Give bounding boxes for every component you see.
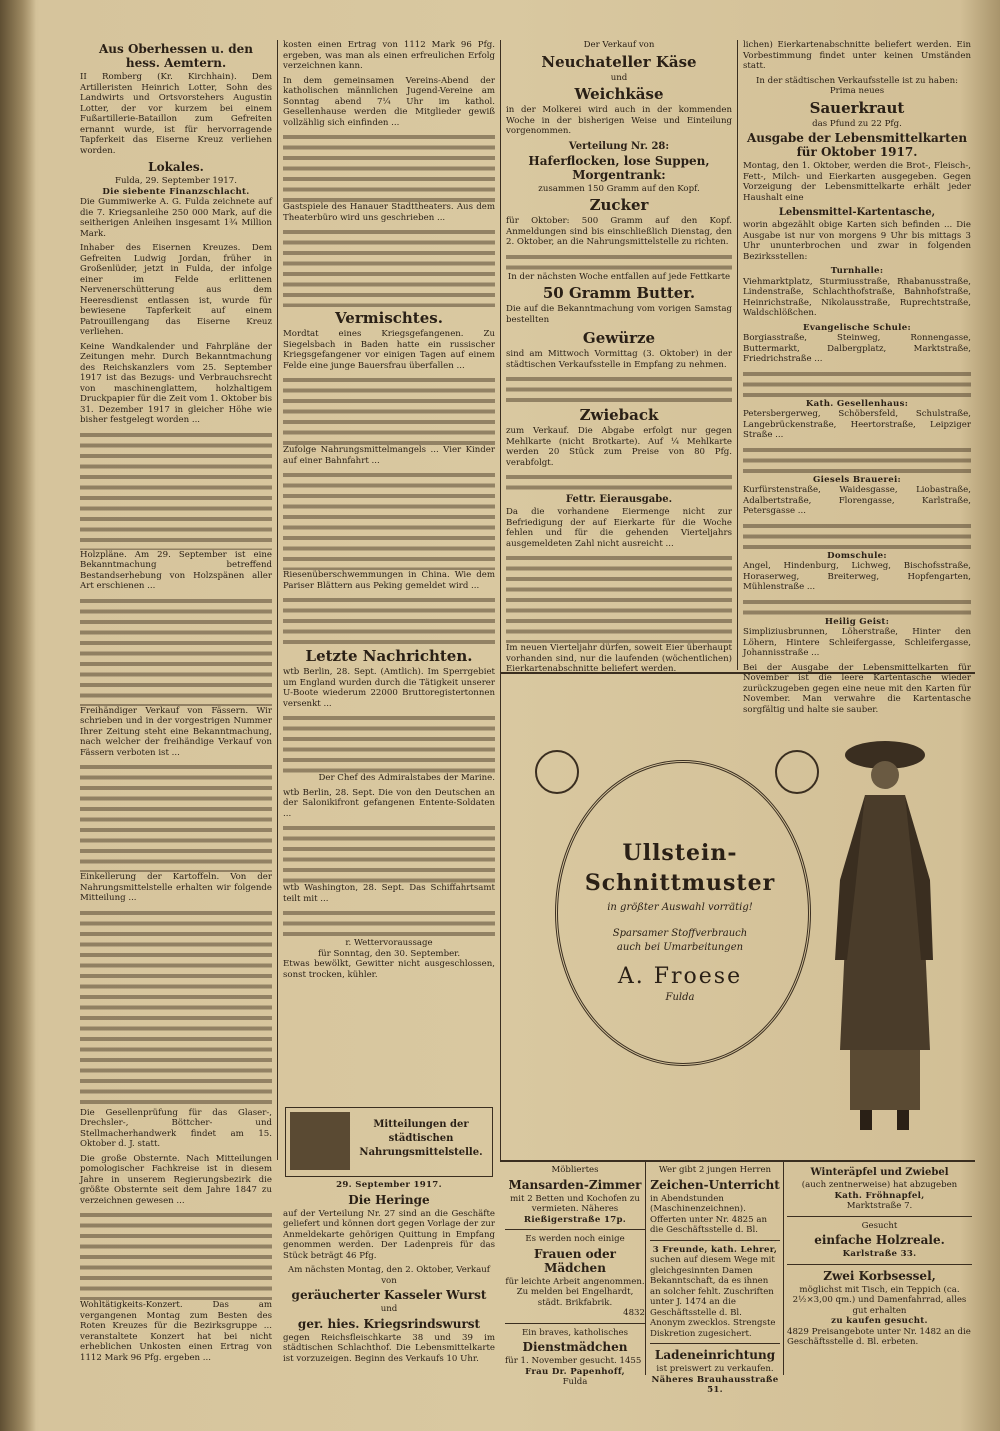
weather-title: r. Wettervoraussage [345,938,433,948]
ad-sessel-text2: zu kaufen gesucht. [831,1316,928,1326]
text-filler [80,762,272,872]
column-4 [743,40,971,715]
ad-mansarden-text: mit 2 Betten und Kochofen zu vermieten. Näheres [510,1193,640,1214]
bezirk-heilig-geist-text: Simpliziusbrunnen, Löherstraße, Hinter den Löhern, Hintere Schleifergasse, Schleifergasse, Johannisstraße ... [743,627,971,658]
weather-text: Etwas bewölkt, Gewitter nicht ausgeschlossen, sonst trocken, kühler. [283,959,495,980]
notice-montag: Am nächsten Montag, den 2. Oktober, Verkauf von [288,1265,490,1286]
verkauf-intro: Der Verkauf von [583,40,655,50]
article-faesser: Freihändiger Verkauf von Fässern. Wir schrieben und in der vorgestrigen Nummer Ihrer Zeitung steht eine Bekanntmachung, nach welcher der freihändige Verkauf von Fässern verboten ist ... [80,705,272,758]
text-filler [80,430,272,550]
article-mordtat: Mordtat eines Kriegsgefangenen. Zu Siegelsbach in Baden hatte ein russischer Kriegsgefangener vor einigen Tagen auf einem Felde eine junge Bauersfrau überfallen ... [283,329,495,371]
box-title: Mitteilungen der städtischen Nahrungsmittelstelle. [359,1119,483,1158]
text-filler [283,227,495,307]
ad-sessel-title: Zwei Korbsessel, [823,1268,936,1283]
ad-aepfel-title: Winteräpfel und Zwiebel [810,1167,949,1178]
ad-dienst-name: Frau Dr. Papenhoff, [525,1366,625,1377]
column-rule-2 [500,40,501,1160]
woman-figure-illustration [805,720,965,1140]
notice-wurst-1: geräucherter Kasseler Wurst [291,1288,487,1302]
ad-mansarden-title: Mansarden-Zimmer [508,1177,642,1192]
prima-neues: Prima neues [829,86,885,96]
title-butter: 50 Gramm Butter. [542,284,696,302]
column-1 [80,40,272,1415]
ad-dienst-city: Fulda [562,1377,588,1387]
title-zwieback: Zwieback [579,406,659,424]
ad-mansarden-addr: Rießigerstraße 17p. [523,1214,627,1225]
article-eisernes-kreuz: Inhaber des Eisernen Kreuzes. Dem Gefreiten Ludwig Jordan, früher in Großenlüder, jetzt in Fulda, der infolge einer im Felde erlittenen Nervenerschütterung aus dem Heeresdienst entlassen ist, wurde für bewiesene Tapferkeit auf einem Patrouillengang das Eiserne Kreuz verliehen. [80,243,272,337]
text-filler [80,1210,272,1300]
ornament-logo [290,1112,350,1170]
column-rule-1 [277,40,278,1160]
zwieback-text: zum Verkauf. Die Abgabe erfolgt nur gegen Mehlkarte (nicht Brotkarte). Auf ¼ Mehlkarte werden 20 Stück zum Preise von 80 Pfg. verabfolgt. [506,426,732,468]
text-filler [743,521,971,551]
article-konzert-cont: kosten einen Ertrag von 1112 Mark 96 Pfg. ergeben, was man als einen erfreulichen Erfolg verzeichnen kann. [283,40,495,71]
text-filler [506,252,732,272]
classifieds-col-1 [505,1165,645,1387]
heading-vermischtes: Vermischtes. [335,309,443,327]
bezirk-brauerei: Giesels Brauerei: [812,474,902,485]
bezirk-turnhalle-text: Viehmarktplatz, Sturmiusstraße, Rhabanusstraße, Lindenstraße, Schlachthofstraße, Bahnhofstraße, Heinrichstraße, Nikolausstraße, Ruprechtstraße, Waldschlößchen. [743,276,971,318]
ad-divider [787,1264,972,1265]
ad-moebliert: Möbliertes [551,1165,599,1175]
heading-letzte-nachrichten: Letzte Nachrichten. [305,647,473,665]
text-filler [283,823,495,883]
karten-november-text: Bei der Ausgabe der Lebensmittelkarten für November ist die leere Kartentasche wieder zurückzugeben gegen eine neue mit den Karten für November. Man verwahre die Kartentasche sorgfältig und halte sie sauber. [743,662,971,715]
ullstein-ad [505,680,975,1155]
text-filler [283,595,495,645]
eier-text: Da die vorhandene Eiermenge nicht zur Befriedigung der auf Eierkarte für die Woche fehlen und für die gehenden Vierteljahrs ausgemeldeten Zahl nicht ausreicht ... [506,507,732,549]
weather-subtitle: für Sonntag, den 30. September. [317,948,461,959]
classified-top-rule [500,1160,975,1162]
article-holzspaene: Holzpläne. Am 29. September ist eine Bekanntmachung betreffend Bestandserhebung von Holzspänen aller Art erschienen ... [80,549,272,591]
article-wandkalender: Keine Wandkalender und Fahrpläne der Zeitungen mehr. Durch Bekanntmachung des Reichskanzlers vom 25. September 1917 ist das Bezugs- und Verbrauchsrecht von maschinenglattem, holzhaltigem Druckpapier für die Zeit vom 1. Oktober bis 31. Dezember 1917 in gleicher Höhe wie bisher festgelegt worden ... [80,341,272,425]
text-filler [743,597,971,617]
text-filler [743,369,971,399]
ad-dienst-text: für 1. November gesucht. 1455 [505,1356,642,1366]
verteilung-items: Haferflocken, lose Suppen, Morgentrank: [528,153,710,182]
bezirk-gesellenhaus: Kath. Gesellenhaus: [805,398,909,409]
section-title-lokales: Lokales. [148,160,204,174]
classified-rule-2 [783,1162,784,1375]
ad-oval-frame [555,760,811,1066]
ad-frauen-num: 4832 [623,1308,645,1318]
ad-aepfel-name: Kath. Fröhnapfel, [834,1190,925,1201]
ad-aepfel-text: (auch zentnerweise) hat abzugeben [801,1180,958,1190]
ad-line-umarbeitung: auch bei Umarbeitungen [616,942,744,953]
article-gummiwerke: Die Gummiwerke A. G. Fulda zeichnete auf die 7. Kriegsanleihe 250 000 Mark, auf die seitherigen Anleihen insgesamt 1¾ Million Mark. [80,197,272,239]
ad-ornament-left [535,750,579,794]
ad-freunde-title: 3 Freunde, kath. Lehrer, [652,1244,778,1255]
gewuerze-text: sind am Mittwoch Vormittag (3. Oktober) in der städtischen Verkaufsstelle in Empfang zu nehmen. [506,349,732,370]
bezirk-turnhalle: Turnhalle: [830,266,884,276]
notice-heringe-text: auf der Verteilung Nr. 27 sind an die Geschäfte geliefert und können dort gegen Vorlage der zur Anmeldekarte gehörigen Quittung in Empfang genommen werden. Der Ladenpreis für das Stück beträgt 46 Pfg. [283,1208,495,1261]
ad-frauen-title: Frauen oder Mädchen [533,1246,617,1275]
ad-holz-pre: Gesucht [861,1220,898,1231]
ad-divider [505,1229,645,1230]
ad-name: A. Froese [617,964,743,989]
ad-laden-addr: Näheres Brauhausstraße 51. [651,1374,779,1395]
karten-text: Montag, den 1. Oktober, werden die Brot-, Fleisch-, Fett-, Milch- und Eierkarten ausgegeben. Gegen Vorzeigung der Lebensmittelkarte erhält jeder Haushalt eine [743,161,971,203]
classifieds-col-2 [650,1165,780,1395]
ad-laden-text: ist preiswert zu verkaufen. [656,1364,774,1374]
dateline: Fulda, 29. September 1917. [115,176,237,186]
butter-line: In der nächsten Woche entfallen auf jede Fettkarte [507,271,731,282]
ad-divider [505,1323,645,1324]
ad-zeichen-pre: Wer gibt 2 jungen Herren [658,1165,772,1175]
kaese-text: in der Molkerei wird auch in der kommenden Woche in der bisherigen Weise und Einteilung vorgenommen. [506,105,732,136]
notice-wurst-text: gegen Reichsfleischkarte 38 und 39 im städtischen Schlachthof. Die Lebensmittelkarte ist vorzuzeigen. Beginn des Verkaufs 10 Uhr. [283,1332,495,1364]
ad-sessel-num: 4829 [787,1326,809,1337]
zucker-text: für Oktober: 500 Gramm auf den Kopf. Anmeldungen sind bis einschließlich Dienstag, den 2. Oktober, an die Nahrungsmittelstelle zu richten. [506,216,732,247]
article-vereinsabend: In dem gemeinsamen Vereins-Abend der katholischen männlichen Jugend-Vereine am Sonntag abend 7¼ Uhr im kathol. Gesellenhause werden die Mitglieder gewiß vollzählig sich einfinden ... [283,75,495,128]
bezirk-ev-schule: Evangelische Schule: [803,322,911,333]
bezirk-ev-schule-text: Borgiasstraße, Steinweg, Ronnengasse, Buttermarkt, Dalbergplatz, Marktstraße, Friedrichstraße ... [743,333,971,364]
text-filler [80,908,272,1108]
ad-line-auswahl: in größter Auswahl vorrätig! [607,902,753,913]
ad-zeichen-title: Zeichen-Unterricht [650,1177,780,1192]
ad-holz-title: einfache Holzreale. [814,1233,945,1247]
article-kartoffeln: Einkellerung der Kartoffeln. Von der Nahrungsmittelstelle erhalten wir folgende Mitteilung ... [80,872,272,903]
article-stadttheater: Gastspiele des Hanauer Stadttheaters. Aus dem Theaterbüro wird uns geschrieben ... [283,202,495,223]
verteilung-amount: zusammen 150 Gramm auf den Kopf. [538,183,700,194]
article-romberg: II Romberg (Kr. Kirchhain). Dem Artilleristen Heinrich Lotter, Sohn des Landwirts und Ortsvorstehers Augustin Lotter, der vor kurzem bei einem Fußartillerie-Bataillon zum Gefreiten ernannt wurde, ist für hervorragende Tapferkeit das Eiserne Kreuz verliehen worden. [80,72,272,156]
ad-divider [650,1240,780,1241]
ad-frauen-pre: Es werden noch einige [525,1234,625,1244]
text-filler [506,553,732,643]
section-title-oberhessen: Aus Oberhessen u. den hess. Aemtern. [98,42,253,70]
admiralstab-signature: Der Chef des Admiralstabes der Marine. [318,773,495,783]
page-fold-shadow [0,0,36,1431]
title-kartentasche: Lebensmittel-Kartentasche, [778,207,936,218]
article-uboote: wtb Berlin, 28. Sept. (Amtlich). Im Sperrgebiet um England wurden durch die Tätigkeit unserer U-Boote wiederum 22000 Bruttoregistertonnen versenkt ... [283,667,495,709]
text-filler [283,908,495,938]
notice-wurst-2: ger. hies. Kriegsrindswurst [297,1316,481,1331]
nahrungsmittel-notice [283,1180,495,1380]
text-filler [283,375,495,445]
title-weichkaese: Weichkäse [574,85,664,103]
bezirk-gesellenhaus-text: Petersbergerweg, Schöbersfeld, Schulstraße, Langebrückenstraße, Heertorstraße, Leipziger Straße ... [743,409,971,440]
notice-und: und [380,1304,398,1314]
ad-laden-title: Ladeneinrichtung [654,1348,776,1362]
ad-dienst-num: 1455 [619,1356,642,1366]
text-filler [743,445,971,475]
ad-aepfel-addr: Marktstraße 7. [846,1201,913,1211]
ad-sessel-text3: 4829 Preisangebote unter Nr. 1482 an die Geschäftsstelle d. Bl. erbeten. [787,1326,971,1347]
notice-heringe: Die Heringe [348,1192,430,1207]
bezirk-domschule-text: Angel, Hindenburg, Lichweg, Bischofsstraße, Horaserweg, Breiterweg, Hopfengarten, Mühlenstraße ... [743,561,971,592]
bezirk-brauerei-text: Kurfürstenstraße, Waidesgasse, Liobastraße, Adalbertstraße, Florengasse, Karlstraße, Petersgasse ... [743,485,971,516]
ad-freunde-text: suchen auf diesem Wege mit gleichgesinnten Damen Bekanntschaft, da es ihnen an solcher fehlt. Zuschriften unter J. 1474 an die Geschäftsstelle d. Bl. Anonym zwecklos. Strengste Diskretion zugesichert. [650,1255,776,1339]
bezirk-heilig-geist: Heilig Geist: [824,616,890,627]
ad-line-sparsam: Sparsamer Stoffverbrauch [612,928,748,939]
ad-holz-addr: Karlstraße 33. [842,1249,917,1259]
text-filler [506,472,732,492]
title-lebensmittelkarten: Ausgabe der Lebensmittelkarten für Oktober 1917. [746,131,968,159]
title-sauerkraut: Sauerkraut [809,98,905,117]
text-filler [506,374,732,404]
notice-date: 29. September 1917. [336,1180,442,1190]
ad-city: Fulda [665,992,695,1003]
column-3 [506,40,732,674]
text-filler [283,713,495,773]
article-china: Riesenüberschwemmungen in China. Wie dem Pariser Blättern aus Peking gemeldet wird ... [283,570,495,591]
nahrungsmittelstelle-box [285,1107,493,1177]
subhead-finanzschlacht: Die siebente Finanzschlacht. [102,186,250,197]
ad-divider [787,1216,972,1217]
ad-title-ullstein: Ullstein- [622,840,738,866]
butter-text: Die auf die Bekanntmachung vom vorigen Samstag bestellten [506,304,732,325]
text-filler [283,132,495,202]
title-gewuerze: Gewürze [582,329,656,347]
title-neuchateller: Neuchateller Käse [541,52,697,71]
eier-cont: lichen) Eierkartenabschnitte beliefert werden. Ein Vorbestimmung findet unter keinen Umständen statt. [743,40,971,71]
classified-rule-1 [645,1162,646,1375]
article-obsternte: Die große Obsternte. Nach Mitteilungen pomologischer Fachkreise ist in diesem Jahre in unserem Regierungsbezirk die größte Obsternte seit dem Jahre 1847 zu verzeichnen gewesen ... [80,1153,272,1206]
eier-text-2: Im neuen Vierteljahr dürfen, soweit Eier überhaupt vorhanden sind, nur die laufenden (wöchentlichen) Eierkartenabschnitte beliefert werden. [506,643,732,674]
title-zucker: Zucker [589,196,649,214]
ad-frauen-text: für leichte Arbeit angenommen. Zu melden bei Engelhardt, städt. Brikfabrik. [505,1276,645,1308]
title-eierausgabe: Fettr. Eierausgabe. [565,494,673,505]
article-saloniki: wtb Berlin, 28. Sept. Die von den Deutschen an der Salonikifront gefangenen Entente-Soldaten ... [283,787,495,819]
ad-dienst-title: Dienstmädchen [522,1340,628,1354]
title-und: und [610,72,628,83]
article-washington: wtb Washington, 28. Sept. Das Schiffahrtsamt teilt mit ... [283,883,495,904]
article-konzert: Wohltätigkeits-Konzert. Das am vergangenen Montag zum Besten des Roten Kreuzes für die Bezirksgruppe ... veranstaltete Konzert hat bei nicht erheblichen Unkosten einen Ertrag von 1112 Mark 96 Pfg. ergeben ... [80,1300,272,1363]
text-filler [283,470,495,570]
ad-title-schnittmuster: Schnittmuster [584,870,776,896]
article-zufolge: Zufolge Nahrungsmittelmangels ... Vier Kinder auf einer Bahnfahrt ... [283,445,495,466]
bezirk-domschule: Domschule: [827,550,887,561]
ad-zeichen-text: in Abendstunden (Maschinenzeichnen). Offerten unter Nr. 4825 an die Geschäftsstelle d. Bl. [650,1193,768,1235]
text-filler [80,596,272,706]
column-rule-3 [737,40,738,670]
verkaufsstelle-line: In der städtischen Verkaufsstelle ist zu haben: [755,75,959,86]
ad-sessel-text: möglichst mit Tisch, ein Teppich (ca. 2½×3,00 qm.) und Damenfahrrad, alles gut erhalten [792,1284,967,1316]
verteilung-nr: Verteilung Nr. 28: [568,140,670,152]
classifieds-col-3 [787,1165,972,1375]
sauerkraut-price: das Pfund zu 22 Pfg. [812,118,902,129]
ad-dienst-pre: Ein braves, katholisches [521,1327,629,1338]
article-gesellenpruefung: Die Gesellenprüfung für das Glaser-, Drechsler-, Böttcher- und Stellmacherhandwerk findet am 15. Oktober d. J. statt. [80,1107,272,1149]
ad-divider [650,1343,780,1344]
kartentasche-text: worin abgezählt obige Karten sich befinden ... Die Ausgabe ist nur von morgens 9 Uhr bis mittags 3 Uhr ununterbrochen und zwar in folgenden Bezirksstellen: [743,220,971,262]
